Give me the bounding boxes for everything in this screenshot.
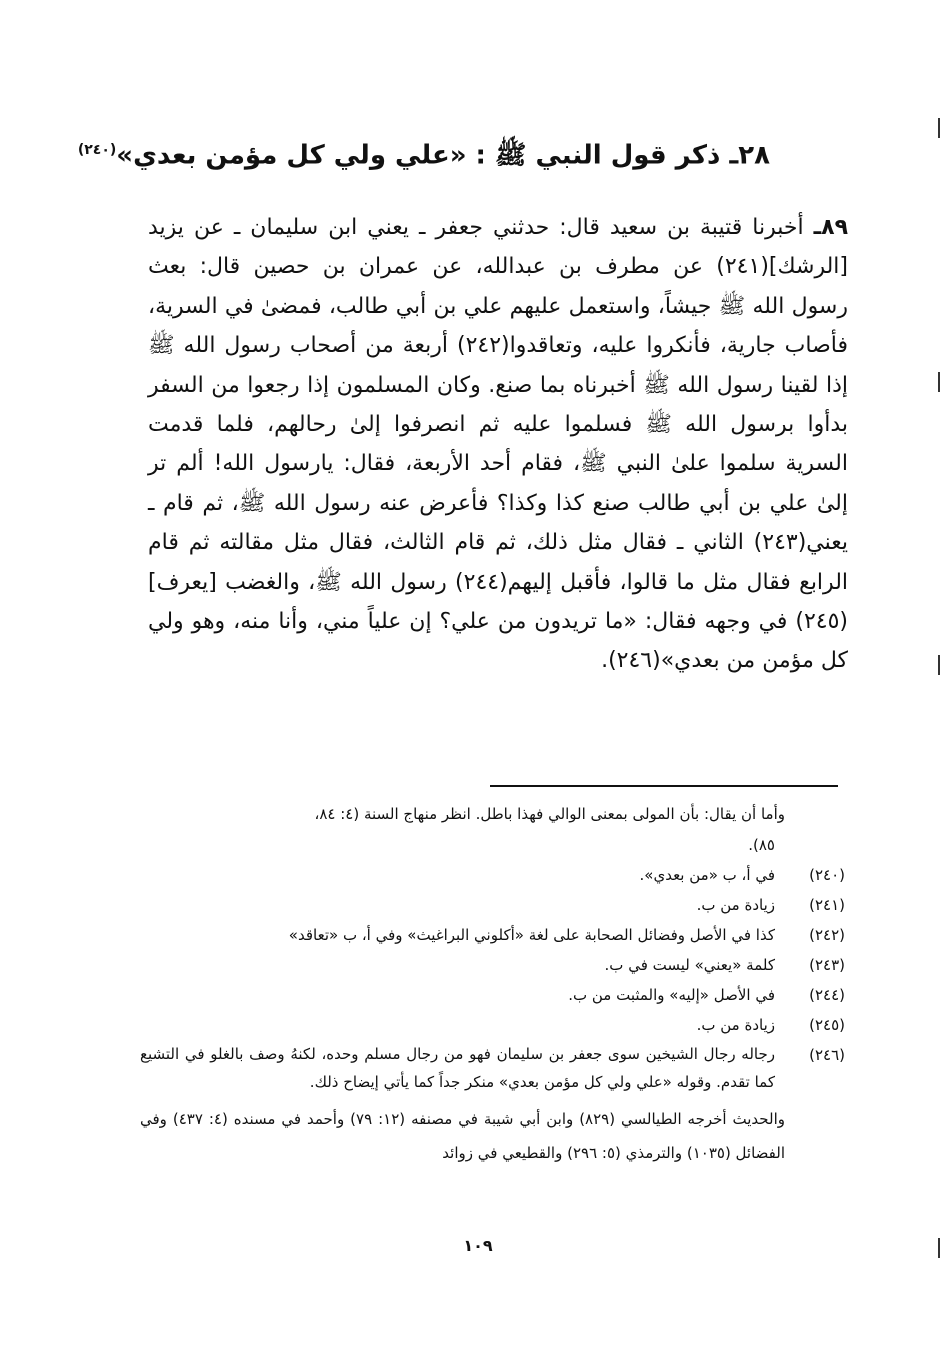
- footnote-text: رجاله رجال الشيخين سوى جعفر بن سليمان فهو من رجال مسلم وحده، لكنهُ وصف بالغلو في التشيع كما تقدم. وقوله «علي ولي كل مؤمن بعدي» منكر جداً كما يأتي إيضاح ذلك.: [140, 1045, 775, 1091]
- footnote-number: (٢٤٦): [809, 1046, 845, 1064]
- hadith-paragraph: [148, 208, 848, 681]
- footnote-item: [140, 890, 845, 920]
- footnote-item: [140, 1010, 845, 1040]
- footnote-continuation-end: ٨٥).: [748, 836, 775, 854]
- footnote-text: زيادة من ب.: [696, 1016, 775, 1034]
- footnote-continuation: وأما أن يقال: بأن المولى بمعنى الوالي فهذا باطل. انظر منهاج السنة (٤: ٨٤،: [314, 805, 785, 823]
- footnote-number: (٢٤٥): [809, 1016, 845, 1034]
- footnote-item: [140, 950, 845, 980]
- footnote-number: (٢٤٢): [809, 926, 845, 944]
- heading-footnote-ref: (٢٤٠): [77, 142, 117, 158]
- footnote-item: [140, 1040, 845, 1096]
- chapter-title: ٢٨ـ ذكر قول النبي ﷺ : «علي ولي كل مؤمن بعدي»: [116, 140, 770, 171]
- scan-edge-mark: [938, 372, 940, 392]
- chapter-heading: [77, 128, 770, 178]
- footnotes-section: [140, 798, 845, 1170]
- footnote-item: [140, 920, 845, 950]
- footnote-item: [140, 860, 845, 890]
- footnote-text: كذا في الأصل وفضائل الصحابة على لغة «أكلوني البراغيث» وفي أ، ب «تعاقد»: [288, 926, 775, 944]
- footnote-number: (٢٤٠): [809, 866, 845, 884]
- footnote-text: في أ، ب «من بعدي».: [639, 866, 775, 884]
- footnote-text: زيادة من ب.: [696, 896, 775, 914]
- footnote-text: كلمة «يعني» ليست في ب.: [604, 956, 775, 974]
- footnote-item: [140, 980, 845, 1010]
- scan-edge-mark: [938, 1238, 940, 1258]
- footnote-divider: [490, 785, 838, 787]
- hadith-number: ٨٩ـ: [813, 215, 848, 240]
- footnote-number: (٢٤٣): [809, 956, 845, 974]
- takhrij-paragraph: والحديث أخرجه الطيالسي (٨٢٩) وابن أبي شيبة في مصنفه (١٢: ٧٩) وأحمد في مسنده (٤: ٤٣٧) وفي الفضائل (١٠٣٥) والترمذي (٥: ٢٩٦) والقطيعي في زوائد: [140, 1110, 785, 1162]
- scan-edge-mark: [938, 655, 940, 675]
- footnote-text: في الأصل «إليه» والمثبت من ب.: [568, 986, 775, 1004]
- scan-edge-mark: [938, 118, 940, 138]
- page-number: ١٠٩: [463, 1236, 493, 1255]
- hadith-text: أخبرنا قتيبة بن سعيد قال: حدثني جعفر ـ يعني ابن سليمان ـ عن يزيد [الرشك](٢٤١) عن مطرف بن عبدالله، عن عمران بن حصين قال: بعث رسول الله ﷺ جيشاً، واستعمل عليهم علي بن أبي طالب، فمضىٰ في السرية، فأصاب جارية، فأنكروا عليه، وتعاقدوا(٢٤٢) أربعة من أصحاب رسول الله ﷺ إذا لقينا رسول الله ﷺ أخبرناه بما صنع. وكان المسلمون إذا رجعوا من السفر بدأوا برسول الله ﷺ فسلموا عليه ثم انصرفوا إلىٰ رحالهم، فلما قدمت السرية سلموا علىٰ النبي ﷺ، فقام أحد الأربعة، فقال: يارسول الله! ألم تر إلىٰ علي بن أبي طالب صنع كذا وكذا؟ فأعرض عنه رسول الله ﷺ، ثم قام ـ يعني(٢٤٣) الثاني ـ فقال مثل ذلك، ثم قام الثالث، فقال مثل مقالته ثم قام الرابع فقال مثل ما قالوا، فأقبل إليهم(٢٤٤) رسول الله ﷺ، والغضب [يعرف](٢٤٥) في وجهه فقال: «ما تريدون من علي؟ إن علياً مني، وأنا منه، وهو ولي كل مؤمن من بعدي»(٢٤٦).: [148, 215, 849, 674]
- footnote-number: (٢٤٤): [809, 986, 845, 1004]
- footnote-number: (٢٤١): [809, 896, 845, 914]
